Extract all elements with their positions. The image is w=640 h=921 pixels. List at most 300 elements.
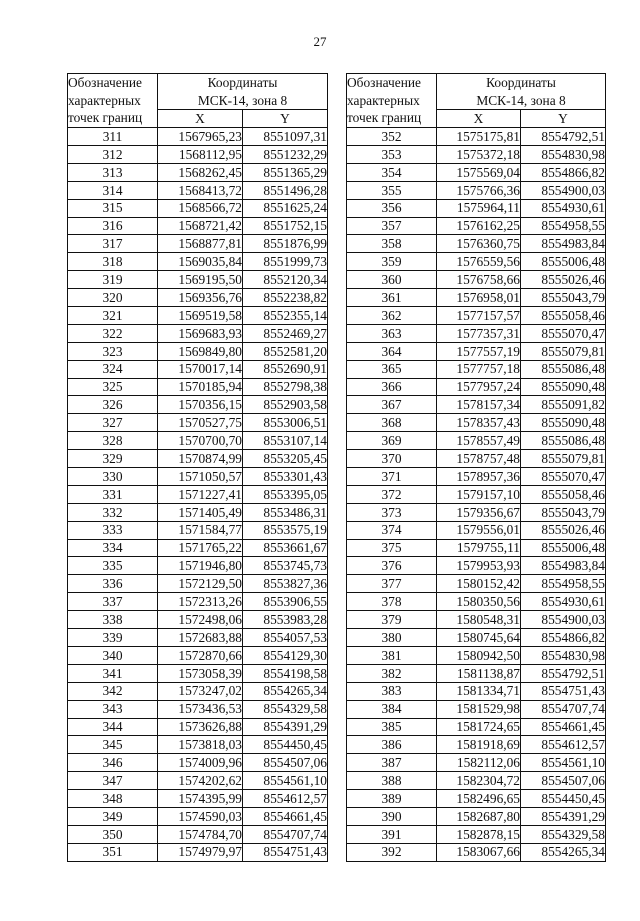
x-coordinate-cell: 1580350,56 <box>437 593 521 611</box>
coordinates-header-line: Координаты <box>207 75 278 91</box>
y-coordinate-cell: 8554612,57 <box>243 790 328 808</box>
table-row <box>347 360 606 378</box>
y-coordinate-cell: 8554958,55 <box>521 575 606 593</box>
x-coordinate-cell: 1573818,03 <box>158 736 243 754</box>
y-coordinate-cell: 8555079,81 <box>521 342 606 360</box>
designation-header-line: точек границ <box>347 110 422 126</box>
table-row <box>347 575 606 593</box>
coordinates-header <box>158 74 328 110</box>
y-coordinate-cell: 8554900,03 <box>521 611 606 629</box>
point-number-cell: 365 <box>347 360 437 378</box>
x-coordinate-cell: 1576958,01 <box>437 289 521 307</box>
coordinates-header-line: МСК-14, зона 8 <box>476 92 566 108</box>
table-row <box>68 772 328 790</box>
point-number-cell: 328 <box>68 432 158 450</box>
table-row <box>68 646 328 664</box>
table-row <box>347 629 606 647</box>
x-coordinate-cell: 1572683,88 <box>158 629 243 647</box>
table-row <box>68 807 328 825</box>
table-row <box>347 825 606 843</box>
y-coordinate-cell: 8554057,53 <box>243 629 328 647</box>
y-coordinate-cell: 8552469,27 <box>243 324 328 342</box>
point-number-cell: 346 <box>68 754 158 772</box>
table-row <box>68 253 328 271</box>
x-coordinate-cell: 1576162,25 <box>437 217 521 235</box>
x-coordinate-cell: 1572129,50 <box>158 575 243 593</box>
y-coordinate-cell: 8551876,99 <box>243 235 328 253</box>
y-coordinate-cell: 8554507,06 <box>243 754 328 772</box>
x-coordinate-cell: 1569849,80 <box>158 342 243 360</box>
y-coordinate-cell: 8554450,45 <box>243 736 328 754</box>
y-coordinate-cell: 8554612,57 <box>521 736 606 754</box>
point-number-cell: 358 <box>347 235 437 253</box>
point-number-cell: 372 <box>347 485 437 503</box>
point-number-cell: 313 <box>68 163 158 181</box>
y-coordinate-cell: 8554329,58 <box>521 825 606 843</box>
x-coordinate-cell: 1569683,93 <box>158 324 243 342</box>
point-number-cell: 342 <box>68 682 158 700</box>
table-row <box>68 307 328 325</box>
x-coordinate-cell: 1571227,41 <box>158 485 243 503</box>
table-row <box>68 163 328 181</box>
y-coordinate-cell: 8552690,91 <box>243 360 328 378</box>
table-row <box>347 593 606 611</box>
point-number-cell: 381 <box>347 646 437 664</box>
x-coordinate-cell: 1574395,99 <box>158 790 243 808</box>
y-coordinate-cell: 8553906,55 <box>243 593 328 611</box>
point-number-cell: 369 <box>347 432 437 450</box>
x-coordinate-cell: 1582304,72 <box>437 772 521 790</box>
table-row <box>347 253 606 271</box>
y-coordinate-cell: 8552903,58 <box>243 396 328 414</box>
designation-header <box>347 74 437 128</box>
y-coordinate-cell: 8553661,67 <box>243 539 328 557</box>
table-row <box>347 807 606 825</box>
x-coordinate-cell: 1571050,57 <box>158 468 243 486</box>
y-coordinate-cell: 8555058,46 <box>521 307 606 325</box>
x-coordinate-cell: 1573247,02 <box>158 682 243 700</box>
y-coordinate-cell: 8555043,79 <box>521 289 606 307</box>
y-coordinate-cell: 8554329,58 <box>243 700 328 718</box>
y-coordinate-cell: 8554707,74 <box>521 700 606 718</box>
x-coordinate-cell: 1574590,03 <box>158 807 243 825</box>
table-body <box>68 128 328 862</box>
x-coordinate-cell: 1575766,36 <box>437 181 521 199</box>
x-coordinate-cell: 1577357,31 <box>437 324 521 342</box>
y-coordinate-cell: 8555043,79 <box>521 503 606 521</box>
point-number-cell: 374 <box>347 521 437 539</box>
table-row <box>347 772 606 790</box>
x-coordinate-cell: 1579556,01 <box>437 521 521 539</box>
x-coordinate-cell: 1568112,95 <box>158 146 243 164</box>
x-coordinate-cell: 1577757,18 <box>437 360 521 378</box>
x-coordinate-cell: 1577957,24 <box>437 378 521 396</box>
x-coordinate-cell: 1575372,18 <box>437 146 521 164</box>
y-coordinate-cell: 8554958,55 <box>521 217 606 235</box>
table-row <box>68 432 328 450</box>
y-coordinate-cell: 8551625,24 <box>243 199 328 217</box>
table-row <box>68 360 328 378</box>
point-number-cell: 375 <box>347 539 437 557</box>
y-coordinate-cell: 8554830,98 <box>521 646 606 664</box>
x-coordinate-cell: 1576559,56 <box>437 253 521 271</box>
x-coordinate-cell: 1571584,77 <box>158 521 243 539</box>
y-coordinate-cell: 8555086,48 <box>521 432 606 450</box>
x-coordinate-cell: 1570017,14 <box>158 360 243 378</box>
x-coordinate-cell: 1581918,69 <box>437 736 521 754</box>
x-coordinate-cell: 1575175,81 <box>437 128 521 146</box>
table-row <box>347 271 606 289</box>
x-coordinate-cell: 1579755,11 <box>437 539 521 557</box>
x-coordinate-cell: 1570700,70 <box>158 432 243 450</box>
x-coordinate-cell: 1569195,50 <box>158 271 243 289</box>
x-coordinate-cell: 1568877,81 <box>158 235 243 253</box>
table-row <box>68 342 328 360</box>
y-coordinate-cell: 8551752,15 <box>243 217 328 235</box>
table-row <box>347 396 606 414</box>
x-coordinate-cell: 1572870,66 <box>158 646 243 664</box>
x-coordinate-cell: 1576360,75 <box>437 235 521 253</box>
point-number-cell: 387 <box>347 754 437 772</box>
y-coordinate-cell: 8555091,82 <box>521 396 606 414</box>
table-row <box>68 235 328 253</box>
y-coordinate-cell: 8553395,05 <box>243 485 328 503</box>
x-coordinate-cell: 1579953,93 <box>437 557 521 575</box>
x-coordinate-cell: 1580942,50 <box>437 646 521 664</box>
designation-header-line: Обозначение <box>347 75 421 90</box>
table-row <box>347 611 606 629</box>
x-coordinate-cell: 1580548,31 <box>437 611 521 629</box>
point-number-cell: 350 <box>68 825 158 843</box>
point-number-cell: 368 <box>347 414 437 432</box>
point-number-cell: 317 <box>68 235 158 253</box>
table-row <box>347 163 606 181</box>
x-coordinate-cell: 1579356,67 <box>437 503 521 521</box>
y-coordinate-cell: 8554866,82 <box>521 163 606 181</box>
point-number-cell: 391 <box>347 825 437 843</box>
x-coordinate-cell: 1571946,80 <box>158 557 243 575</box>
table-row <box>347 664 606 682</box>
x-coordinate-cell: 1573626,88 <box>158 718 243 736</box>
point-number-cell: 347 <box>68 772 158 790</box>
table-row <box>68 521 328 539</box>
x-coordinate-cell: 1567965,23 <box>158 128 243 146</box>
y-coordinate-cell: 8554866,82 <box>521 629 606 647</box>
y-coordinate-cell: 8555058,46 <box>521 485 606 503</box>
x-coordinate-cell: 1581138,87 <box>437 664 521 682</box>
table-row <box>68 611 328 629</box>
designation-header <box>68 74 158 128</box>
y-coordinate-cell: 8554265,34 <box>521 843 606 861</box>
y-coordinate-cell: 8554661,45 <box>521 718 606 736</box>
x-coordinate-cell: 1580152,42 <box>437 575 521 593</box>
y-coordinate-cell: 8551097,31 <box>243 128 328 146</box>
point-number-cell: 326 <box>68 396 158 414</box>
point-number-cell: 343 <box>68 700 158 718</box>
x-coordinate-cell: 1582496,65 <box>437 790 521 808</box>
table-row <box>68 629 328 647</box>
y-coordinate-cell: 8551999,73 <box>243 253 328 271</box>
table-row <box>347 468 606 486</box>
point-number-cell: 366 <box>347 378 437 396</box>
y-coordinate-cell: 8553107,14 <box>243 432 328 450</box>
y-coordinate-cell: 8555070,47 <box>521 468 606 486</box>
table-row <box>68 217 328 235</box>
table-row <box>347 646 606 664</box>
table-row <box>68 450 328 468</box>
point-number-cell: 337 <box>68 593 158 611</box>
point-number-cell: 325 <box>68 378 158 396</box>
table-row <box>347 485 606 503</box>
y-coordinate-cell: 8554707,74 <box>243 825 328 843</box>
table-row <box>68 485 328 503</box>
y-coordinate-cell: 8554129,30 <box>243 646 328 664</box>
point-number-cell: 363 <box>347 324 437 342</box>
x-coordinate-cell: 1578757,48 <box>437 450 521 468</box>
y-coordinate-cell: 8553486,31 <box>243 503 328 521</box>
x-column-header: X <box>437 110 521 128</box>
table-row <box>347 790 606 808</box>
y-coordinate-cell: 8554792,51 <box>521 128 606 146</box>
point-number-cell: 355 <box>347 181 437 199</box>
x-coordinate-cell: 1575569,04 <box>437 163 521 181</box>
table-row <box>347 718 606 736</box>
y-coordinate-cell: 8554391,29 <box>243 718 328 736</box>
y-coordinate-cell: 8552581,20 <box>243 342 328 360</box>
table-row <box>347 289 606 307</box>
point-number-cell: 321 <box>68 307 158 325</box>
table-row <box>347 414 606 432</box>
point-number-cell: 318 <box>68 253 158 271</box>
table-row <box>68 700 328 718</box>
point-number-cell: 312 <box>68 146 158 164</box>
table-row <box>347 557 606 575</box>
y-coordinate-cell: 8554751,43 <box>521 682 606 700</box>
table-row <box>68 324 328 342</box>
table-body <box>347 128 606 862</box>
x-coordinate-cell: 1582878,15 <box>437 825 521 843</box>
page-number: 27 <box>313 34 327 49</box>
point-number-cell: 329 <box>68 450 158 468</box>
point-number-cell: 383 <box>347 682 437 700</box>
table-row <box>347 235 606 253</box>
x-coordinate-cell: 1573058,39 <box>158 664 243 682</box>
y-coordinate-cell: 8555070,47 <box>521 324 606 342</box>
table-row <box>347 843 606 861</box>
y-coordinate-cell: 8554198,58 <box>243 664 328 682</box>
x-coordinate-cell: 1577157,57 <box>437 307 521 325</box>
y-coordinate-cell: 8554983,84 <box>521 557 606 575</box>
point-number-cell: 388 <box>347 772 437 790</box>
table-row <box>68 718 328 736</box>
point-number-cell: 324 <box>68 360 158 378</box>
point-number-cell: 311 <box>68 128 158 146</box>
table-row <box>68 181 328 199</box>
y-coordinate-cell: 8554830,98 <box>521 146 606 164</box>
point-number-cell: 349 <box>68 807 158 825</box>
x-coordinate-cell: 1574784,70 <box>158 825 243 843</box>
x-coordinate-cell: 1574009,96 <box>158 754 243 772</box>
table-row <box>68 128 328 146</box>
table-row <box>347 682 606 700</box>
point-number-cell: 356 <box>347 199 437 217</box>
table-row <box>68 736 328 754</box>
point-number-cell: 335 <box>68 557 158 575</box>
x-coordinate-cell: 1579157,10 <box>437 485 521 503</box>
y-coordinate-cell: 8554265,34 <box>243 682 328 700</box>
y-coordinate-cell: 8555006,48 <box>521 539 606 557</box>
point-number-cell: 353 <box>347 146 437 164</box>
point-number-cell: 382 <box>347 664 437 682</box>
y-coordinate-cell: 8554450,45 <box>521 790 606 808</box>
point-number-cell: 370 <box>347 450 437 468</box>
coordinates-table-left <box>67 73 328 862</box>
table-row <box>347 199 606 217</box>
table-row <box>347 307 606 325</box>
y-coordinate-cell: 8554792,51 <box>521 664 606 682</box>
point-number-cell: 333 <box>68 521 158 539</box>
table-row <box>347 754 606 772</box>
x-coordinate-cell: 1569035,84 <box>158 253 243 271</box>
y-coordinate-cell: 8554661,45 <box>243 807 328 825</box>
x-coordinate-cell: 1569519,58 <box>158 307 243 325</box>
designation-header-line: характерных <box>68 92 141 108</box>
point-number-cell: 331 <box>68 485 158 503</box>
coordinates-header-line: МСК-14, зона 8 <box>197 92 288 108</box>
point-number-cell: 379 <box>347 611 437 629</box>
point-number-cell: 344 <box>68 718 158 736</box>
y-coordinate-cell: 8551496,28 <box>243 181 328 199</box>
y-column-header: Y <box>521 110 606 128</box>
point-number-cell: 378 <box>347 593 437 611</box>
point-number-cell: 330 <box>68 468 158 486</box>
designation-header-line: характерных <box>347 92 420 108</box>
table-row <box>68 682 328 700</box>
x-coordinate-cell: 1582687,80 <box>437 807 521 825</box>
y-coordinate-cell: 8554900,03 <box>521 181 606 199</box>
x-coordinate-cell: 1581529,98 <box>437 700 521 718</box>
point-number-cell: 371 <box>347 468 437 486</box>
x-coordinate-cell: 1568262,45 <box>158 163 243 181</box>
point-number-cell: 373 <box>347 503 437 521</box>
x-coordinate-cell: 1568413,72 <box>158 181 243 199</box>
x-coordinate-cell: 1577557,19 <box>437 342 521 360</box>
point-number-cell: 357 <box>347 217 437 235</box>
point-number-cell: 360 <box>347 271 437 289</box>
x-coordinate-cell: 1574202,62 <box>158 772 243 790</box>
table-row <box>68 378 328 396</box>
y-coordinate-cell: 8555079,81 <box>521 450 606 468</box>
x-coordinate-cell: 1578157,34 <box>437 396 521 414</box>
x-coordinate-cell: 1573436,53 <box>158 700 243 718</box>
y-coordinate-cell: 8553575,19 <box>243 521 328 539</box>
y-coordinate-cell: 8555090,48 <box>521 414 606 432</box>
point-number-cell: 327 <box>68 414 158 432</box>
table-row <box>347 521 606 539</box>
point-number-cell: 380 <box>347 629 437 647</box>
y-coordinate-cell: 8553827,36 <box>243 575 328 593</box>
y-coordinate-cell: 8553983,28 <box>243 611 328 629</box>
point-number-cell: 338 <box>68 611 158 629</box>
table-header <box>347 74 606 128</box>
table-row <box>347 217 606 235</box>
x-coordinate-cell: 1575964,11 <box>437 199 521 217</box>
point-number-cell: 352 <box>347 128 437 146</box>
point-number-cell: 315 <box>68 199 158 217</box>
designation-header-line: Обозначение <box>68 75 142 90</box>
y-coordinate-cell: 8553006,51 <box>243 414 328 432</box>
y-coordinate-cell: 8551232,29 <box>243 146 328 164</box>
table-row <box>68 664 328 682</box>
table-row <box>68 503 328 521</box>
x-coordinate-cell: 1574979,97 <box>158 843 243 861</box>
table-row <box>68 289 328 307</box>
table-row <box>347 539 606 557</box>
table-row <box>68 146 328 164</box>
x-coordinate-cell: 1571405,49 <box>158 503 243 521</box>
table-row <box>68 593 328 611</box>
point-number-cell: 345 <box>68 736 158 754</box>
coordinates-header-line: Координаты <box>486 75 556 91</box>
point-number-cell: 354 <box>347 163 437 181</box>
x-coordinate-cell: 1572498,06 <box>158 611 243 629</box>
x-coordinate-cell: 1578357,43 <box>437 414 521 432</box>
table-row <box>347 128 606 146</box>
table-row <box>347 700 606 718</box>
point-number-cell: 322 <box>68 324 158 342</box>
y-coordinate-cell: 8554930,61 <box>521 199 606 217</box>
y-coordinate-cell: 8554561,10 <box>521 754 606 772</box>
point-number-cell: 385 <box>347 718 437 736</box>
point-number-cell: 336 <box>68 575 158 593</box>
table-row <box>68 396 328 414</box>
y-coordinate-cell: 8555006,48 <box>521 253 606 271</box>
point-number-cell: 351 <box>68 843 158 861</box>
y-coordinate-cell: 8555086,48 <box>521 360 606 378</box>
table-row <box>347 450 606 468</box>
x-column-header: X <box>158 110 243 128</box>
point-number-cell: 390 <box>347 807 437 825</box>
y-coordinate-cell: 8554391,29 <box>521 807 606 825</box>
x-coordinate-cell: 1576758,66 <box>437 271 521 289</box>
point-number-cell: 386 <box>347 736 437 754</box>
y-coordinate-cell: 8552120,34 <box>243 271 328 289</box>
point-number-cell: 339 <box>68 629 158 647</box>
point-number-cell: 316 <box>68 217 158 235</box>
coordinates-header <box>437 74 606 110</box>
point-number-cell: 361 <box>347 289 437 307</box>
point-number-cell: 348 <box>68 790 158 808</box>
y-coordinate-cell: 8553301,43 <box>243 468 328 486</box>
point-number-cell: 334 <box>68 539 158 557</box>
x-coordinate-cell: 1569356,76 <box>158 289 243 307</box>
table-row <box>68 754 328 772</box>
y-coordinate-cell: 8552355,14 <box>243 307 328 325</box>
point-number-cell: 319 <box>68 271 158 289</box>
table-row <box>347 378 606 396</box>
x-coordinate-cell: 1581724,65 <box>437 718 521 736</box>
point-number-cell: 376 <box>347 557 437 575</box>
y-coordinate-cell: 8555026,46 <box>521 521 606 539</box>
x-coordinate-cell: 1583067,66 <box>437 843 521 861</box>
x-coordinate-cell: 1582112,06 <box>437 754 521 772</box>
y-coordinate-cell: 8555026,46 <box>521 271 606 289</box>
y-coordinate-cell: 8554930,61 <box>521 593 606 611</box>
x-coordinate-cell: 1570356,15 <box>158 396 243 414</box>
x-coordinate-cell: 1572313,26 <box>158 593 243 611</box>
designation-header-line: точек границ <box>68 110 143 126</box>
x-coordinate-cell: 1570527,75 <box>158 414 243 432</box>
